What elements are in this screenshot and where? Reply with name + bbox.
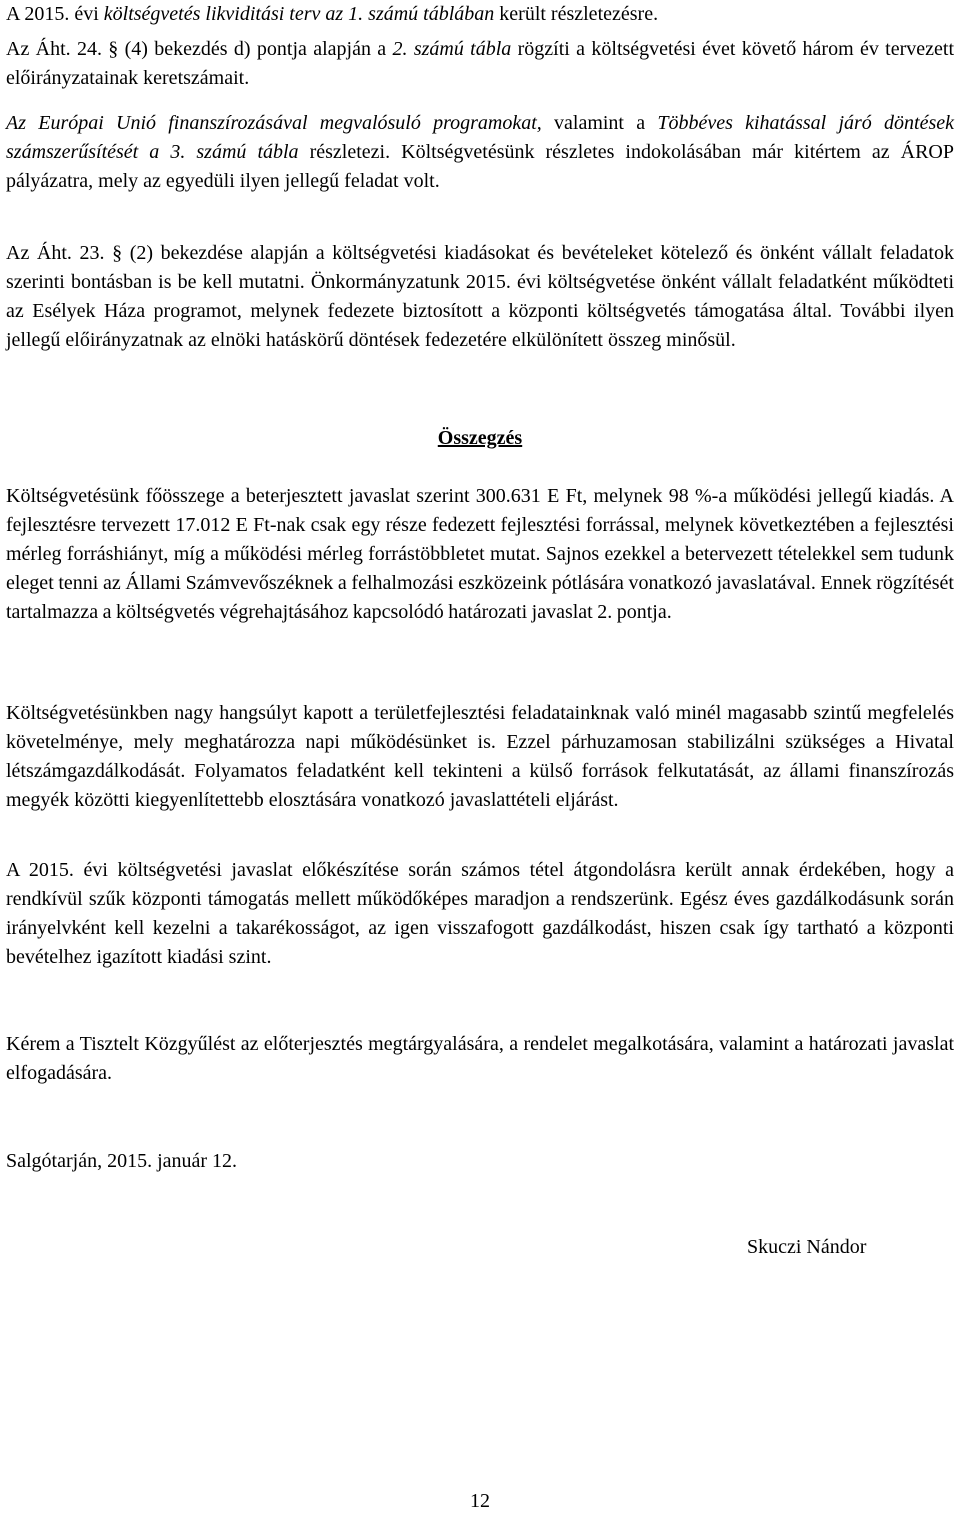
paragraph-preparation: A 2015. évi költségvetési javaslat előkészítése során számos tétel átgondolásra került annak érdekében, hogy a rendkívül szűk központi támogatás mellett működőképes maradjon a rendszerünk. Egész éves gazdálkodásunk során irányelvként kell kezelni a takarékosságot, az igen visszafogott gazdálkodást, hiszen csak így tartható a központi bevételhez igazított kiadási szint. [6, 859, 954, 968]
page-number: 12 [470, 1490, 490, 1512]
paragraph-ahat-24 [6, 35, 954, 93]
signature-name: Skuczi Nándor [747, 1236, 867, 1258]
text-run: valamint a [541, 112, 658, 134]
text-run: került részletezésre. [494, 3, 659, 25]
italic-run: Többéves kihatással járó döntések számszerűsítését a 3. számú tábla [6, 112, 954, 163]
text-run: Az Áht. 24. § (4) bekezdés d) pontja alapján a [6, 38, 393, 60]
text-run: részletezi. Költségvetésünk részletes indokolásában már kitértem az ÁROP pályázatra, mely az egyedüli ilyen jellegű feladat volt. [6, 141, 954, 192]
text-run: rögzíti a költségvetési évet követő három év tervezett előirányzatainak keretszámait. [6, 38, 955, 89]
paragraph-eu-programs [6, 109, 954, 196]
paragraph-budget-total: Költségvetésünk főösszege a beterjesztett javaslat szerint 300.631 E Ft, melynek 98 %-a működési jellegű kiadás. A fejlesztésre tervezett 17.012 E Ft-nak csak egy része fedezett fejlesztési forrással, melynek következtében a fejlesztési mérleg forráshiányt, míg a működési mérleg forrástöbbletet mutat. Sajnos ezekkel a betervezett tételekkel sem tudunk eleget tenni az Állami Számvevőszéknek a felhalmozási eszközeink pótlására vonatkozó javaslatával. Ennek rögzítését tartalmazza a költségvetés végrehajtásához kapcsolódó határozati javaslat 2. pontja. [6, 485, 954, 623]
section-heading-summary: Összegzés [437, 427, 523, 449]
italic-run: 2. számú tábla [392, 38, 512, 60]
place-date: Salgótarján, 2015. január 12. [6, 1150, 238, 1172]
paragraph-liquidity-plan [6, 0, 954, 29]
paragraph-ahat-23: Az Áht. 23. § (2) bekezdése alapján a költségvetési kiadásokat és bevételeket kötelező és önként vállalt feladatok szerinti bontásban is be kell mutatni. Önkormányzatunk 2015. évi költségvetése önként vállalt feladatként működteti az Esélyek Háza programot, melynek fedezete biztosított a központi költségvetés támogatása által. További ilyen jellegű előirányzatnak az elnöki hatáskörű döntések fedezetére elkülönített összeg minősül. [6, 242, 954, 351]
paragraph-territorial-development: Költségvetésünkben nagy hangsúlyt kapott a területfejlesztési feladatainknak való minél magasabb szintű megfelelés követelménye, mely meghatározza napi működésünket is. Ezzel párhuzamosan stabilizálni szükséges a Hivatal létszámgazdálkodását. Folyamatos feladatként kell tekinteni a külső források felkutatását, az állami finanszírozás megyék közötti kiegyenlítettebb elosztására vonatkozó javaslattételi eljárást. [6, 702, 954, 811]
italic-run: költségvetés likviditási terv az 1. számú táblában [103, 3, 495, 25]
paragraph-request: Kérem a Tisztelt Közgyűlést az előterjesztés megtárgyalására, a rendelet megalkotására, valamint a határozati javaslat elfogadására. [6, 1033, 954, 1084]
italic-run: Az Európai Unió finanszírozásával megvalósuló programokat, [6, 112, 542, 134]
text-run: A 2015. évi [6, 3, 104, 25]
